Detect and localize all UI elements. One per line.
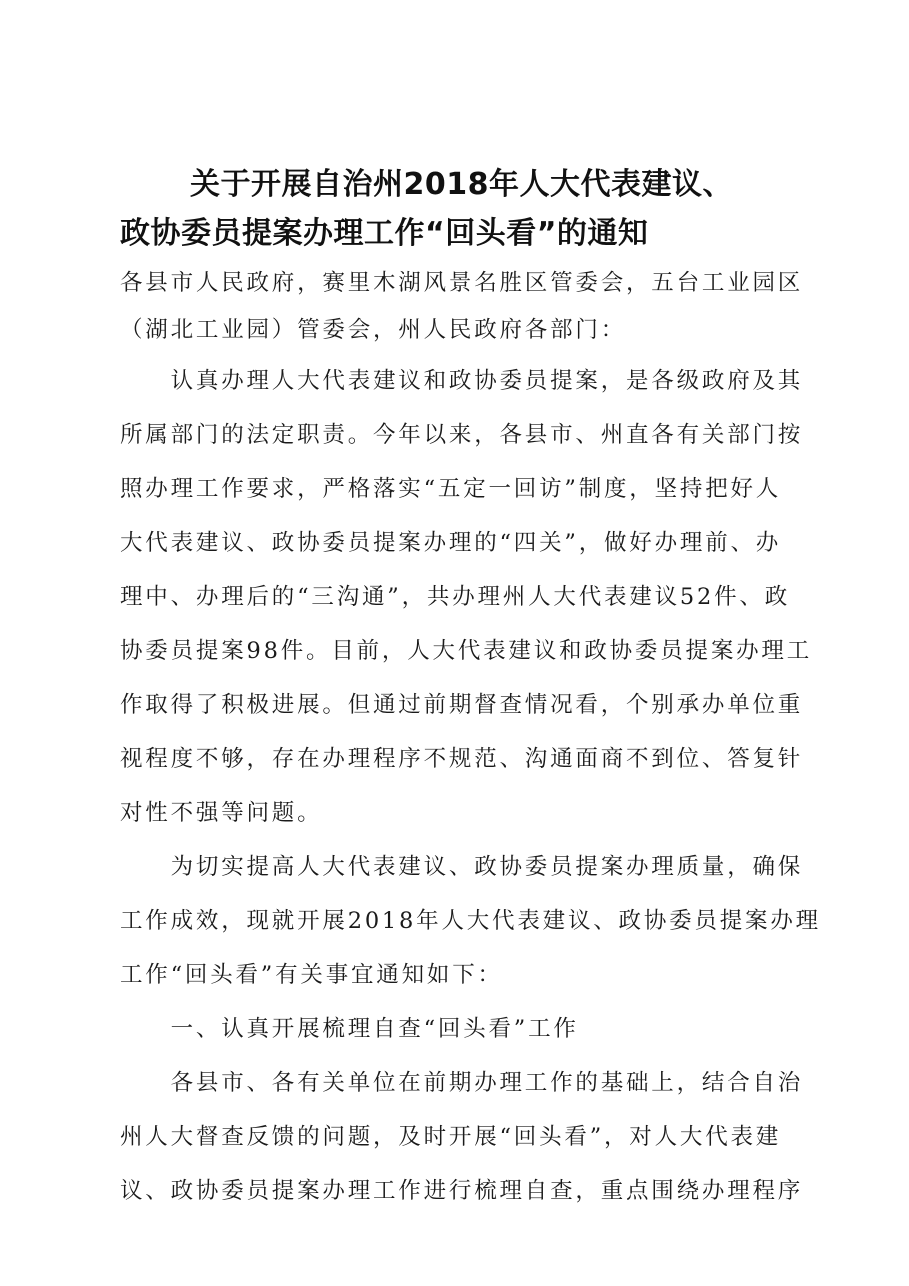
body-text-line: 理中、办理后的“三沟通”，共办理州人大代表建议52件、政 — [120, 584, 791, 610]
body-text-line: 协委员提案98件。目前，人大代表建议和政协委员提案办理工 — [120, 638, 813, 664]
body-text-line: 大代表建议、政协委员提案办理的“四关”，做好办理前、办 — [120, 530, 782, 556]
body-text-line: 对性不强等问题。 — [120, 800, 323, 826]
section-heading: 一、认真开展梳理自查“回头看”工作 — [120, 1016, 579, 1042]
body-text-line: 议、政协委员提案办理工作进行梳理自查，重点围绕办理程序 — [120, 1178, 804, 1204]
addressee-line: （湖北工业园）管委会，州人民政府各部门： — [120, 317, 627, 343]
body-text-line: 为切实提高人大代表建议、政协委员提案办理质量，确保 — [120, 854, 804, 880]
body-text-line: 州人大督查反馈的问题，及时开展“回头看”，对人大代表建 — [120, 1124, 782, 1150]
document-title-line-2: 政协委员提案办理工作“回头看”的通知 — [120, 216, 649, 251]
body-text-line: 作取得了积极进展。但通过前期督查情况看，个别承办单位重 — [120, 692, 804, 718]
body-text-line: 照办理工作要求，严格落实“五定一回访”制度，坚持把好人 — [120, 476, 782, 502]
body-text-line: 工作“回头看”有关事宜通知如下： — [120, 962, 503, 988]
document-title-line-1: 关于开展自治州2018年人大代表建议、 — [190, 167, 733, 202]
body-text-line: 各县市、各有关单位在前期办理工作的基础上，结合自治 — [120, 1070, 804, 1096]
body-text-line: 视程度不够，存在办理程序不规范、沟通面商不到位、答复针 — [120, 746, 804, 772]
body-text-line: 所属部门的法定职责。今年以来，各县市、州直各有关部门按 — [120, 422, 804, 448]
body-text-line: 工作成效，现就开展2018年人大代表建议、政协委员提案办理 — [120, 908, 821, 934]
body-text-line: 认真办理人大代表建议和政协委员提案，是各级政府及其 — [120, 368, 804, 394]
addressee-line: 各县市人民政府，赛里木湖风景名胜区管委会，五台工业园区 — [120, 270, 804, 296]
